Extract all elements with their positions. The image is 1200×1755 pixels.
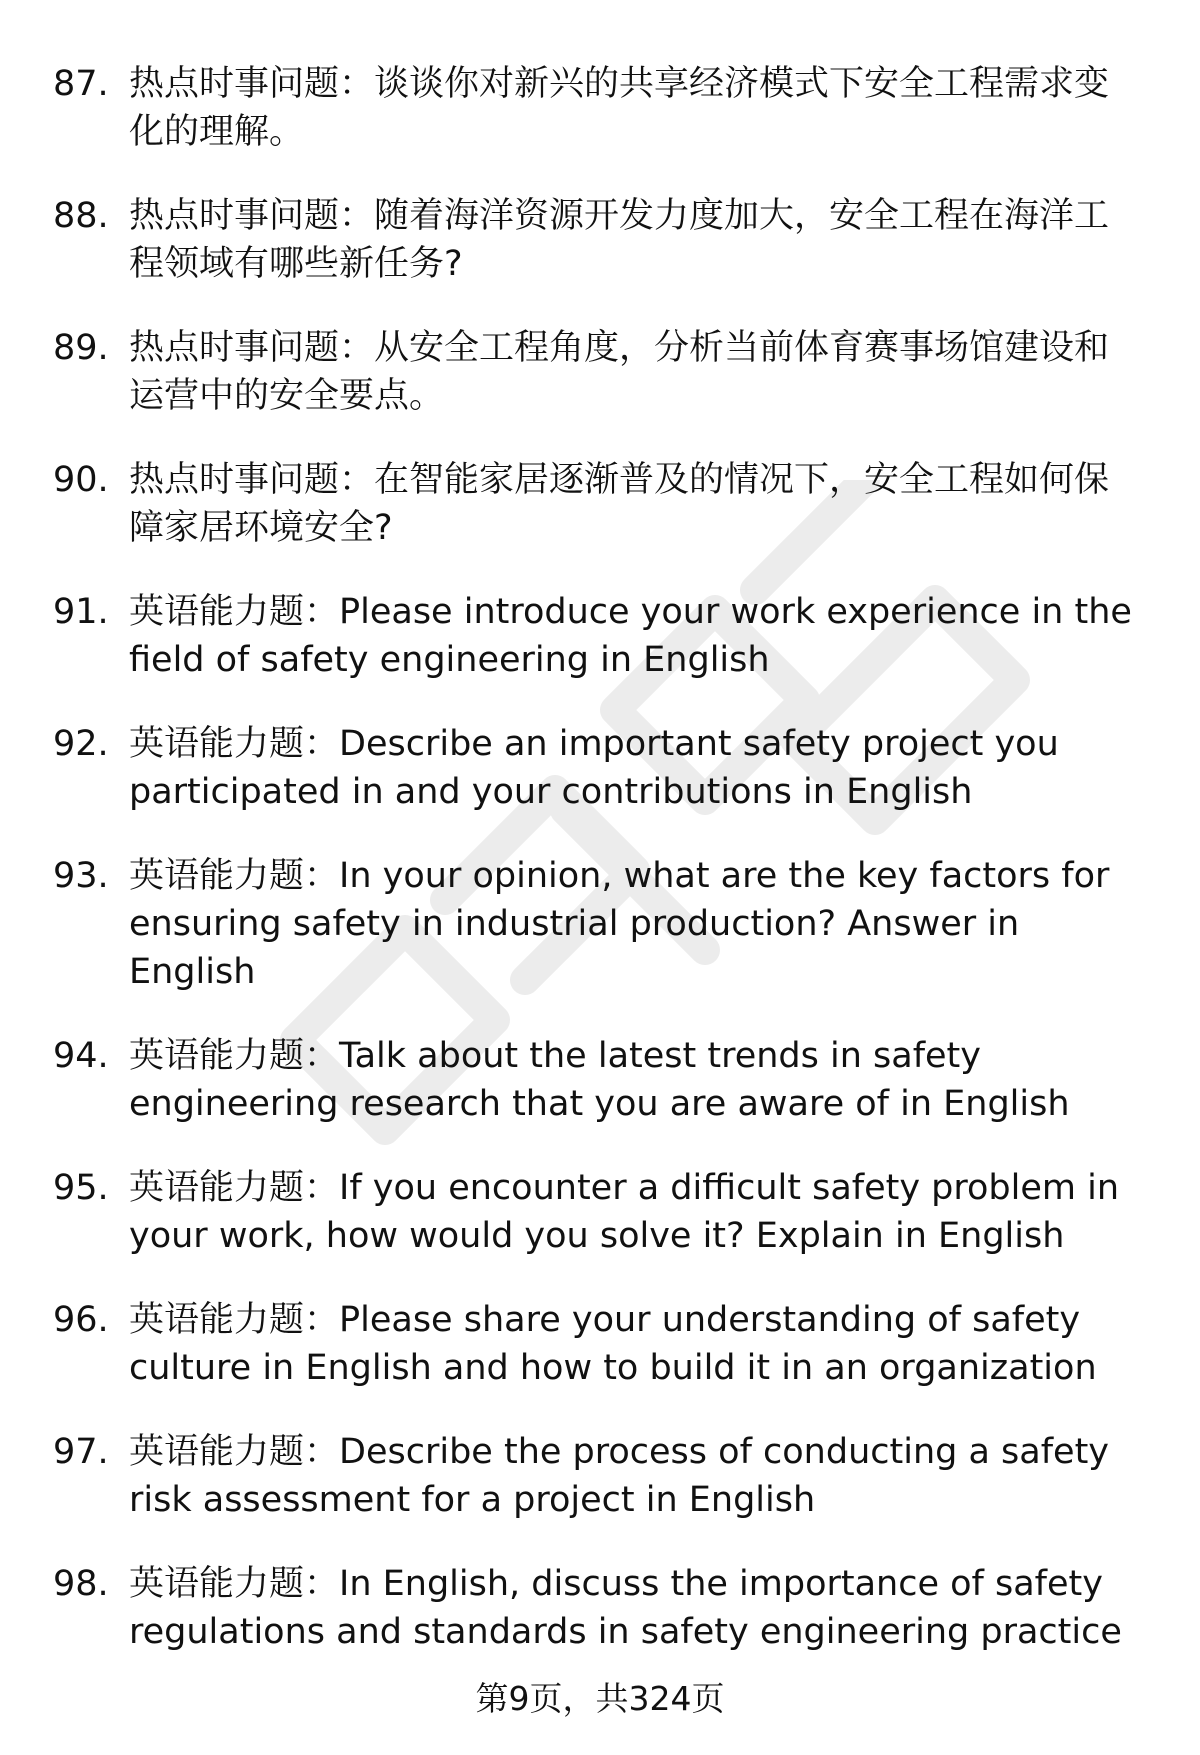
question-item: [53, 1560, 1143, 1656]
question-text-block: [129, 456, 1143, 552]
question-text: 在智能家居逐渐普及的情况下，安全工程如何保障家居环境安全?: [129, 460, 1110, 548]
question-text-block: [129, 1296, 1143, 1392]
question-text-block: [129, 1164, 1143, 1260]
question-text-block: [129, 192, 1143, 288]
question-item: [53, 720, 1143, 816]
question-text: In your opinion, what are the key factors for ensuring safety in industrial production? Answer in English: [129, 856, 1110, 992]
question-text-block: [129, 852, 1143, 996]
question-text: Describe an important safety project you participated in and your contributions in English: [129, 724, 1059, 812]
question-number: 98.: [53, 1564, 109, 1604]
question-item: [53, 324, 1143, 420]
question-item: [53, 1164, 1143, 1260]
question-text: 随着海洋资源开发力度加大，安全工程在海洋工程领域有哪些新任务?: [129, 196, 1110, 284]
question-item: [53, 1032, 1143, 1128]
question-item: [53, 456, 1143, 552]
question-number: 90.: [53, 460, 109, 500]
question-item: [53, 60, 1143, 156]
question-category: 热点时事问题：: [129, 196, 375, 236]
question-number: 93.: [53, 856, 109, 896]
question-category: 英语能力题：: [129, 592, 340, 632]
question-text-block: [129, 1560, 1143, 1656]
question-text-block: [129, 1032, 1143, 1128]
question-item: [53, 852, 1143, 996]
question-item: [53, 588, 1143, 684]
question-number: 95.: [53, 1168, 109, 1208]
question-item: [53, 1296, 1143, 1392]
question-number: 91.: [53, 592, 109, 632]
question-list: [53, 60, 1143, 1692]
question-text-block: [129, 588, 1143, 684]
question-category: 热点时事问题：: [129, 328, 375, 368]
question-category: 英语能力题：: [129, 1300, 340, 1340]
question-text: 从安全工程角度，分析当前体育赛事场馆建设和运营中的安全要点。: [129, 328, 1110, 416]
question-category: 英语能力题：: [129, 1432, 340, 1472]
question-number: 94.: [53, 1036, 109, 1076]
question-category: 英语能力题：: [129, 1564, 340, 1604]
question-number: 96.: [53, 1300, 109, 1340]
question-category: 热点时事问题：: [129, 64, 375, 104]
question-category: 热点时事问题：: [129, 460, 375, 500]
question-category: 英语能力题：: [129, 1168, 340, 1208]
question-text-block: [129, 60, 1143, 156]
question-text: Please introduce your work experience in the field of safety engineering in English: [129, 592, 1132, 680]
question-number: 88.: [53, 196, 109, 236]
question-category: 英语能力题：: [129, 724, 340, 764]
question-text: If you encounter a difficult safety problem in your work, how would you solve it? Explain in English: [129, 1168, 1120, 1256]
question-text: Talk about the latest trends in safety engineering research that you are aware of in English: [129, 1036, 1070, 1124]
question-text: 谈谈你对新兴的共享经济模式下安全工程需求变化的理解。: [129, 64, 1110, 152]
question-category: 英语能力题：: [129, 1036, 340, 1076]
question-number: 92.: [53, 724, 109, 764]
page-number-footer: 第9页，共324页: [475, 1679, 725, 1718]
question-text: Please share your understanding of safety culture in English and how to build it in an organization: [129, 1300, 1097, 1388]
question-text-block: [129, 1428, 1143, 1524]
question-category: 英语能力题：: [129, 856, 340, 896]
question-text-block: [129, 720, 1143, 816]
question-text: In English, discuss the importance of safety regulations and standards in safety engineering practice: [129, 1564, 1122, 1652]
question-number: 89.: [53, 328, 109, 368]
question-number: 97.: [53, 1432, 109, 1472]
question-item: [53, 1428, 1143, 1524]
question-text-block: [129, 324, 1143, 420]
question-number: 87.: [53, 64, 109, 104]
question-item: [53, 192, 1143, 288]
question-text: Describe the process of conducting a safety risk assessment for a project in English: [129, 1432, 1110, 1520]
